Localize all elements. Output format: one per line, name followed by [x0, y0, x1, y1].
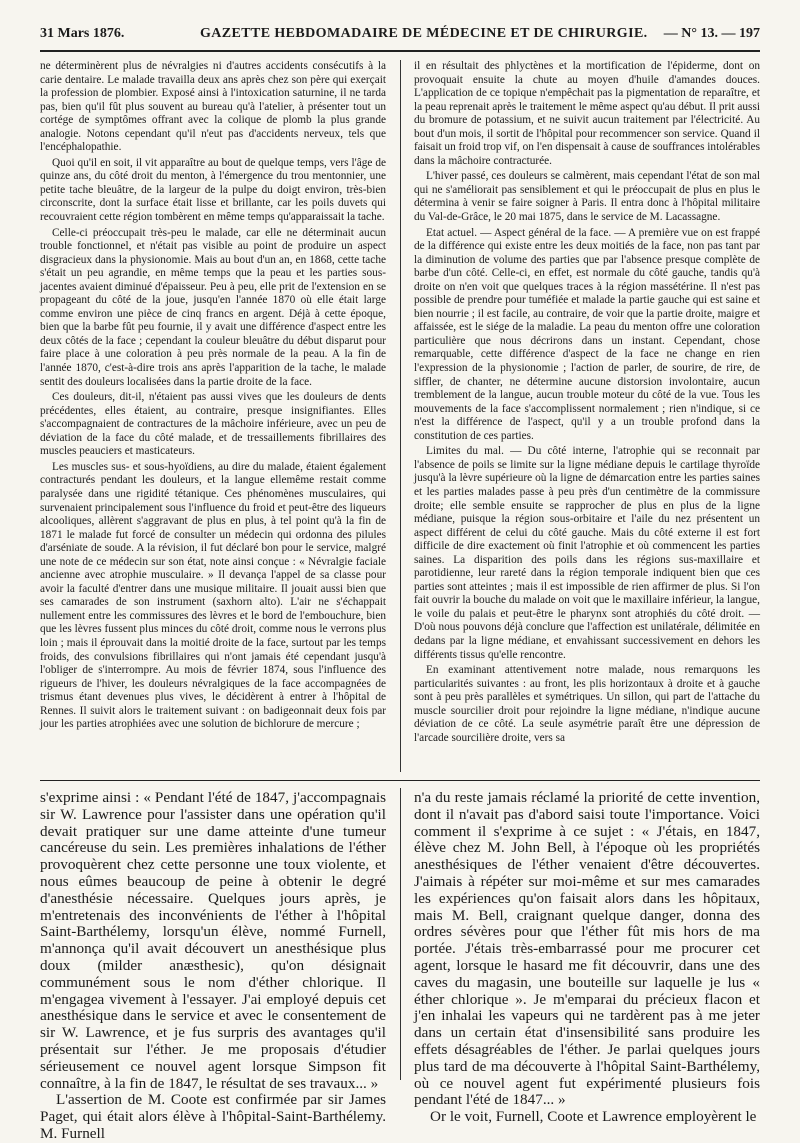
paragraph: Limites du mal. — Du côté interne, l'atrophie qui se reconnait par l'absence de poils se limite sur la ligne médiane depuis le cartilage thyroïde jusqu'à la lèvre supérieure où la ligne de démarcation entre les parties saines et les parties malades passe à peu près d'un centimètre de la commissure droite; elle semble ensuite se rapprocher de plus en plus de la ligne médiane, puisque la région sous-orbitaire et l'aile du nez présentent un aspect différent de celui du côté gauche. Mais du côté externe il est fort difficile de dire exactement où finit l'atrophie et où commencent les parties saines. La disparition des poils dans les régions sus-maxillaire et parotidienne, leur rareté dans la région temporale indiquent bien que ces parties sont atteintes ; mais il est impossible de rien affirmer de plus. Si l'on fait ouvrir la bouche du malade on voit que le maxillaire inférieur, la langue, le voile du palais et peut-être le pharynx sont atrophiés du côté droit. — D'où nous pouvons déjà conclure que l'affection est unilatérale, délimitée en dedans par la ligne médiane, et envahissant successivement en dehors les différents tissus qu'elle rencontre.: [414, 445, 760, 661]
paragraph: n'a du reste jamais réclamé la priorité de cette invention, dont il n'avait pas d'abord saisi toute l'importance. Voici comment il s'exprime à ce sujet : « J'étais, en 1847, élève chez M. John Bell, à l'époque où les propriétés anesthésiques de l'éther venaient d'être découvertes. J'aimais à répéter sur moi-même et sur mes camarades les expériences qu'on faisait alors dans les hôpitaux, mais M. Bell, craignant quelque danger, donna des ordres sévères pour que l'éther fût mis hors de ma portée. J'étais très-embarrassé pour me procurer cet agent, lorsque le hasard me fit découvrir, dans une des caves du magasin, une bouteille sur laquelle je lus « éther chlorique ». Je m'emparai du précieux flacon et j'en inhalai les vapeurs qui ne tardèrent pas à me jeter dans un certain état d'insensibilité sans produire les effets désagréables de l'éther. Je parlai quelques jours plus tard de ma découverte à l'hôpital Saint-Barthélemy, où ce nouvel agent fut expérimenté plusieurs fois pendant l'été de 1847... »: [414, 789, 760, 1109]
bottom-left-column: [40, 789, 386, 1142]
paragraph: il en résultait des phlyctènes et la mortification de l'épiderme, dont on provoquait ensuite la chute au moyen d'huile d'amandes douces. L'application de ce topique n'empêchait pas la pigmentation de reparaître, et la peau reprenait après le traitement le même aspect qu'au début. Il prit aussi du bromure de potassium, et ne suivit aucun traitement par l'électricité. Au bout d'un mois, il sortit de l'hôpital pour recommencer son service. Quand il faisait un froid trop vif, on l'en dispensait à cause de souffrances intolérables dans la mâchoire contracturée.: [414, 60, 760, 167]
left-column: [40, 60, 386, 772]
paragraph: En examinant attentivement notre malade, nous remarquons les particularités suivantes : au front, les plis horizontaux à droite et à gauche sont à peu près parallèles et symétriques. Un sillon, qui part de l'attache du muscle sourcilier droit pour rejoindre la ligne médiane, n'indique aucune déviation de ce côté. La seule asymétrie paraît être une dépression de l'arcade sourcilière droite, vers sa: [414, 664, 760, 744]
paragraph: Ces douleurs, dit-il, n'étaient pas aussi vives que les douleurs de dents précédentes, elles étaient, au contraire, presque insignifiantes. Elles s'accompagnaient de contractures de la mâchoire inférieure, avec un peu de déviation de la face du côté malade, et de tressaillements fibrillaires des muscles peauciers et masticateurs.: [40, 391, 386, 458]
issue-date: 31 Mars 1876.: [40, 26, 125, 41]
paragraph: Etat actuel. — Aspect général de la face. — A première vue on est frappé de la différence qui existe entre les deux moitiés de la face, non pas tant par la diminution de volume des parties que par l'absence presque complète de barbe d'un côté. Celle-ci, en effet, est normale du côté gauche, tandis qu'à droite on n'en voit que quelques traces à la région massétérine. Il n'est pas possible de prendre pour tuméfiée et malade la partie gauche qui est saine et bien nourrie ; il est facile, au contraire, de voir que la partie droite, maigre et affaissée, est le siége de la maladie. La peau du menton offre une coloration particulière que nous décrirons dans un instant. Cependant, chose remarquable, cette différence d'aspect de la face ne change en rien l'expression de la physionomie ; l'action de parler, de sourire, de rire, de siffler, de chanter, ne détermine aucune distorsion involontaire, aucun tremblement de la langue, aucun trouble moteur du côté de la vue. Tous les mouvements de la face s'accomplissent normalement ; rien n'indique, si ce n'est la différence de l'aspect, qu'il y a un trouble profond dans la constitution de ces parties.: [414, 226, 760, 442]
paragraph: Quoi qu'il en soit, il vit apparaître au bout de quelque temps, vers l'âge de quinze ans, du côté droit du menton, à l'émergence du trou mentonnier, une petite tache bleuâtre, de la largeur de la pulpe du doigt environ, très-bien circonscrite, dont la surface était lisse et brillante, car les poils duvets qui recouvraient cette région tombèrent en même temps qu'apparaissait la tache.: [40, 156, 386, 224]
paragraph: Les muscles sus- et sous-hyoïdiens, au dire du malade, étaient également contracturés pendant les douleurs, et la langue ellemême restait comme paralysée dans une rigidité tétanique. Ces phénomènes musculaires, qui survenaient principalement sous l'influence du froid et peut-être des liqueurs alcooliques, allèrent s'aggravant de plus en plus, à tel point qu'à la fin de 1871 le malade fut forcé de consulter un médecin qui ordonna des pilules d'arséniate de soude. A la révision, il fut déclaré bon pour le service, malgré une note de ce médecin sur son état, note ainsi conçue : « Névralgie faciale ancienne avec atrophie musculaire. » Il devança l'appel de sa classe pour avoir la faculté d'entrer dans une musique militaire. Il jouait aussi bien que ses camarades de son instrument (saxhorn alto). L'air ne s'échappait nullement entre les commissures des lèvres et le bord de l'embouchure, bien que les lèvres fussent plus minces du côté droit, comme nous le verrons plus loin ; mais il éprouvait dans la moitié droite de la face, surtout par les temps froids, des convulsions fibrillaires qui n'ont jamais été cependant jusqu'à l'obliger de s'interrompre. Au mois de février 1874, sous l'influence des rigueurs de l'hiver, les douleurs névralgiques de la face accompagnées de trismus étant devenues plus vives, le décidèrent à entrer à l'hôpital de Rennes. Il suivit alors le traitement suivant : on badigeonnait deux fois par jour les parties atrophiées avec une solution de bichlorure de mercure ;: [40, 460, 386, 731]
paragraph: s'exprime ainsi : « Pendant l'été de 1847, j'accompagnais sir W. Lawrence pour l'assister dans une opération qu'il devait pratiquer sur une dame atteinte d'une tumeur cancéreuse du sein. Les premières inhalations de l'éther provoquèrent chez cette personne une toux violente, et nous eûmes beaucoup de peine à obtenir le degré d'anesthésie nécessaire. Quelques jours après, je m'entretenais des inconvénients de l'éther à l'hôpital Saint-Barthélemy, lorsqu'un élève, nommé Furnell, m'annonça qu'il avait découvert un anesthésique plus doux (milder anæsthesic), qu'on désignait communément sous le nom d'éther chlorique. Il m'engagea vivement à l'essayer. J'ai employé depuis cet anesthésique dans le service et avec le consentement de sir W. Lawrence, et je fus surpris des avantages qu'il présentait sur l'éther. Je me proposais d'étudier sérieusement ce nouvel agent lorsque Simpson fit connaître, à la fin de 1847, le résultat de ses travaux... »: [40, 789, 386, 1092]
paragraph: L'hiver passé, ces douleurs se calmèrent, mais cependant l'état de son mal qui ne s'améliorait pas sensiblement et qui le préoccupait de plus en plus le détermina à venir se faire soigner à Paris. Il entra donc à l'hôpital militaire du Val-de-Grâce, le 20 mai 1875, dans le service de M. Lacassagne.: [414, 170, 760, 224]
bottom-column-divider: [400, 788, 401, 1080]
paragraph: L'assertion de M. Coote est confirmée par sir James Paget, qui était alors élève à l'hôpital-Saint-Barthélemy. M. Furnell: [40, 1091, 386, 1142]
paragraph: ne déterminèrent plus de névralgies ni d'autres accidents consécutifs à la carie dentaire. Le malade travailla deux ans après chez son père qui exerçait la profession de plombier. Exposé ainsi à l'intoxication saturnine, il ne tarda pas, bien qu'il fût plus souvent au bureau qu'à l'atelier, à présenter tout un cortége de symptômes offrant avec la colique de plomb la plus grande analogie. Notons cependant qu'il n'eut pas d'accidents nerveux, tels que l'encéphalopathie.: [40, 60, 386, 154]
paragraph: Celle-ci préoccupait très-peu le malade, car elle ne déterminait aucun trouble fonctionnel, et n'était pas visible au point de produire un aspect disgracieux dans la physionomie. Mais au bout d'un an, en 1868, cette tache s'était un peu agrandie, en même temps que la peau et les parties sous-jacentes avaient diminué d'épaisseur. Peu à peu, elle prit de l'extension en se propageant du côté de la joue, jusqu'en l'année 1870 où elle était large comme environ une pièce de cinq francs en argent. Déjà à cette époque, bien que la barbe fût peu fournie, il y avait une différence d'aspect entre les deux côtés de la face ; cependant la couleur bleuâtre du début disparut pour faire place à une coloration à peu près normale de la peau. A la fin de l'année 1870, c'est-à-dire trois ans après l'apparition de la tache, le malade sentit des douleurs localisées dans la partie droite de la face.: [40, 226, 386, 388]
column-divider: [400, 60, 401, 772]
issue-number: — N° 13. — 197: [663, 26, 760, 41]
section-divider: [40, 780, 760, 781]
paragraph: Or le voit, Furnell, Coote et Lawrence employèrent le: [430, 1108, 757, 1126]
journal-title: GAZETTE HEBDOMADAIRE DE MÉDECINE ET DE CHIRURGIE.: [200, 26, 648, 41]
right-column: [414, 60, 760, 772]
page-header: [40, 8, 760, 52]
bottom-right-column: [414, 789, 760, 1126]
